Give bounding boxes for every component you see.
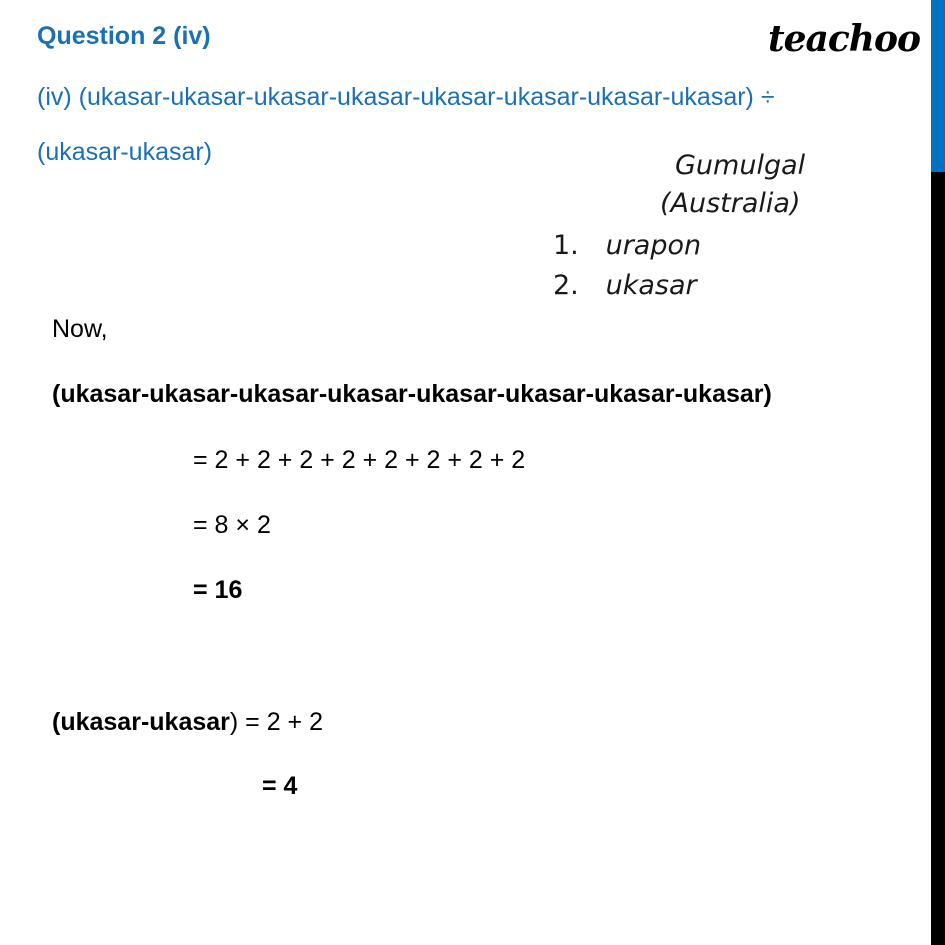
question-text-line1: (iv) (ukasar-ukasar-ukasar-ukasar-ukasar-ukasar-ukasar-ukasar) ÷ <box>37 83 775 111</box>
note-title: Gumulgal <box>675 150 806 181</box>
expression-1: (ukasar-ukasar-ukasar-ukasar-ukasar-ukasar-ukasar-ukasar) <box>52 380 772 408</box>
expression-2-paren: ) <box>229 708 239 736</box>
teachoo-logo: teachoo <box>768 18 920 60</box>
step-3-result: = 16 <box>193 576 243 604</box>
note-item-number: 2. <box>553 270 579 301</box>
note-subtitle: (Australia) <box>660 188 801 219</box>
question-title: Question 2 (iv) <box>37 22 211 50</box>
step-2: = 8 × 2 <box>193 511 271 539</box>
note-item <box>553 230 701 261</box>
note-item-number: 1. <box>553 230 579 261</box>
note-item <box>553 270 697 301</box>
question-text-line2: (ukasar-ukasar) <box>37 138 213 166</box>
step-1: = 2 + 2 + 2 + 2 + 2 + 2 + 2 + 2 <box>193 446 526 474</box>
sidebar-accent-black <box>931 172 945 945</box>
expression-2-label: (ukasar-ukasar <box>52 708 230 736</box>
note-item-word: ukasar <box>605 270 697 301</box>
step-4-result: = 4 <box>262 772 298 800</box>
expression-2-rhs: = 2 + 2 <box>238 708 324 736</box>
expression-2 <box>52 708 323 737</box>
note-item-word: urapon <box>605 230 702 261</box>
solution-intro: Now, <box>52 315 108 343</box>
sidebar-accent-blue <box>931 0 945 172</box>
